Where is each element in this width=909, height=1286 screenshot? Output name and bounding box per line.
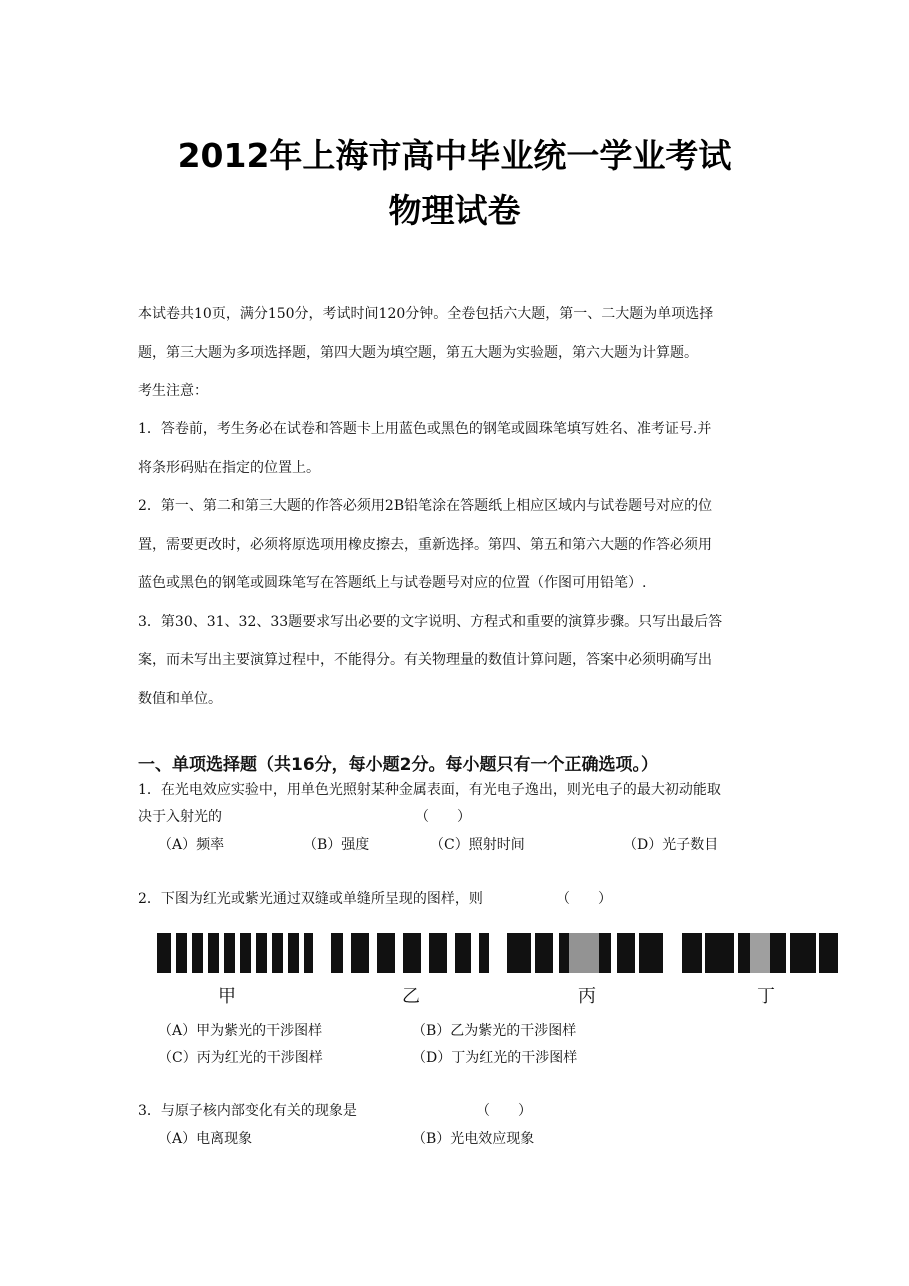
option-b: （B）乙为紫光的干涉图样 xyxy=(412,1023,577,1039)
option-a: （A）电离现象 xyxy=(158,1131,253,1147)
notice-item: 数值和单位。 xyxy=(138,691,222,707)
option-b: （B）光电效应现象 xyxy=(412,1131,535,1147)
answer-blank: （ ） xyxy=(556,891,612,907)
answer-blank: （ ） xyxy=(476,1103,532,1119)
option-c: （C）丙为红光的干涉图样 xyxy=(158,1050,323,1066)
fringe-caption: 甲 xyxy=(218,986,236,1007)
option-a: （A）甲为紫光的干涉图样 xyxy=(158,1023,323,1039)
notice-item: 1．答卷前，考生务必在试卷和答题卡上用蓝色或黑色的钢笔或圆珠笔填写姓名、准考证号.并 xyxy=(138,421,712,437)
intro-line: 题，第三大题为多项选择题，第四大题为填空题，第五大题为实验题，第六大题为计算题。 xyxy=(138,345,698,361)
notice-item: 蓝色或黑色的钢笔或圆珠笔写在答题纸上与试卷题号对应的位置（作图可用铅笔）. xyxy=(138,575,647,591)
fringe-caption: 丁 xyxy=(757,986,775,1007)
notice-item: 案，而未写出主要演算过程中，不能得分。有关物理量的数值计算问题，答案中必须明确写出 xyxy=(138,652,712,668)
notice-item: 2．第一、第二和第三大题的作答必须用2B铅笔涂在答题纸上相应区域内与试卷题号对应的位 xyxy=(138,498,713,514)
exam-title: 2012年上海市高中毕业统一学业考试 xyxy=(177,136,732,175)
fringe-caption: 乙 xyxy=(402,986,420,1007)
answer-blank: （ ） xyxy=(415,809,471,825)
question-stem: 决于入射光的 xyxy=(138,809,222,825)
exam-subtitle: 物理试卷 xyxy=(388,191,521,230)
option-c: （C）照射时间 xyxy=(430,837,525,853)
option-d: （D）光子数目 xyxy=(623,837,719,853)
option-d: （D）丁为红光的干涉图样 xyxy=(412,1050,578,1066)
notice-item: 3．第30、31、32、33题要求写出必要的文字说明、方程式和重要的演算步骤。只写出最后答 xyxy=(138,614,723,630)
option-b: （B）强度 xyxy=(303,837,370,853)
question-stem: 3．与原子核内部变化有关的现象是 xyxy=(138,1103,357,1119)
fringe-pattern-yi xyxy=(331,933,489,973)
section-heading: 一、单项选择题（共16分，每小题2分。每小题只有一个正确选项。） xyxy=(138,755,658,775)
question-stem: 2．下图为红光或紫光通过双缝或单缝所呈现的图样，则 xyxy=(138,891,483,907)
notice-heading: 考生注意： xyxy=(138,383,208,399)
fringe-caption: 丙 xyxy=(578,986,596,1007)
question-stem: 1．在光电效应实验中，用单色光照射某种金属表面，有光电子逸出，则光电子的最大初动能取 xyxy=(138,782,721,798)
intro-line: 本试卷共10页，满分150分，考试时间120分钟。全卷包括六大题，第一、二大题为单项选择 xyxy=(138,306,714,322)
notice-item: 将条形码贴在指定的位置上。 xyxy=(138,460,320,476)
option-a: （A）频率 xyxy=(158,837,225,853)
fringe-pattern-ding xyxy=(682,933,838,973)
notice-item: 置，需要更改时，必须将原选项用橡皮擦去，重新选择。第四、第五和第六大题的作答必须用 xyxy=(138,537,712,553)
fringe-pattern-jia xyxy=(157,933,313,973)
fringe-pattern-bing xyxy=(507,933,663,973)
